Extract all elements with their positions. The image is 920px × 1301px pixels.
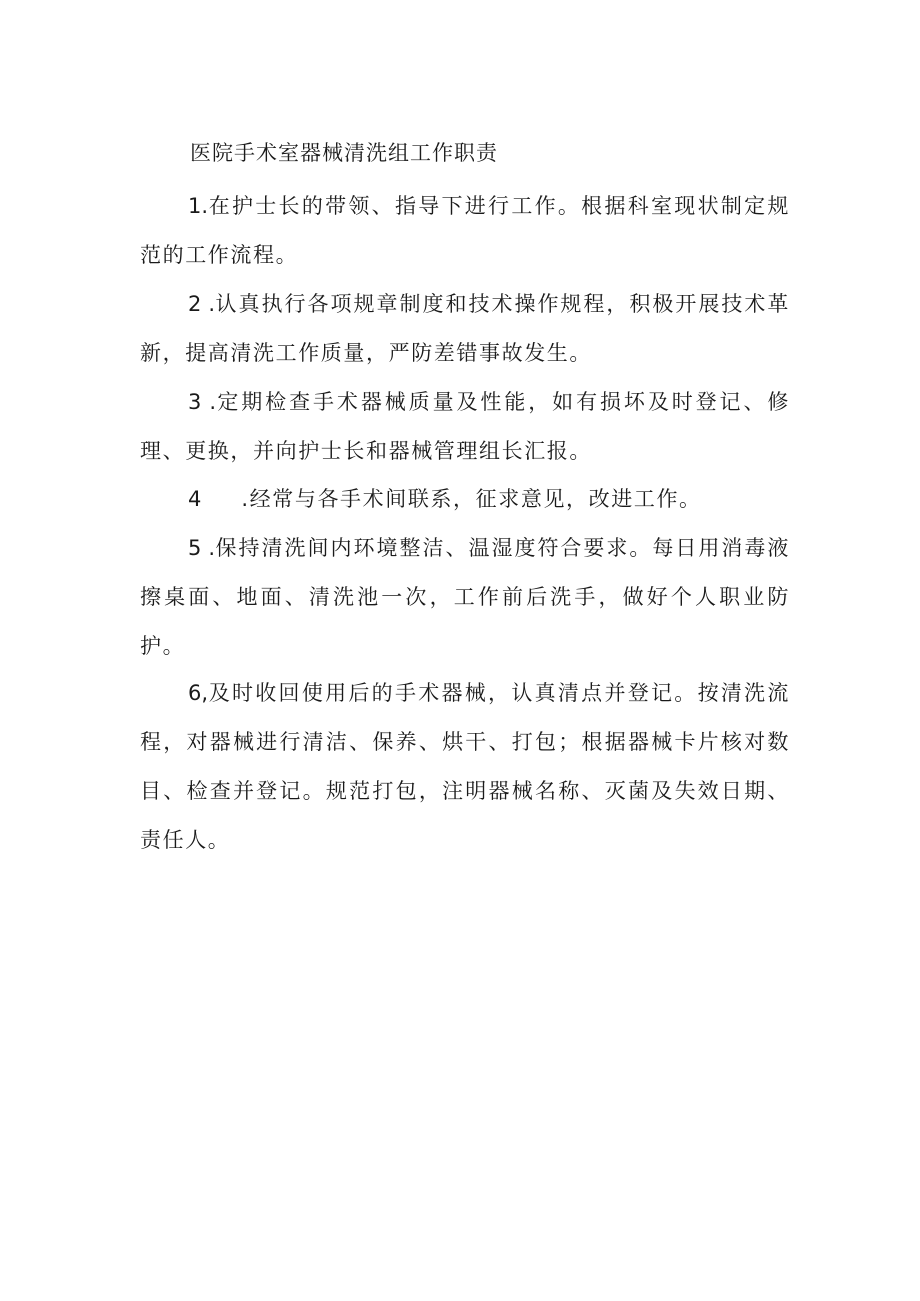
duty-item-5-number: 5 . xyxy=(188,536,216,560)
document-title: 医院手术室器械清洗组工作职责 xyxy=(190,141,498,165)
duty-item-4-text: .经常与各手术间联系，征求意见，改进工作。 xyxy=(241,487,702,511)
duty-item-5-text: 保持清洗间内环境整洁、温湿度符合要求。每日用消毒液擦桌面、地面、清洗池一次，工作前后洗手，做好个人职业防护。 xyxy=(140,536,790,658)
duty-item-6-number: 6, xyxy=(188,681,209,705)
duty-item-6 xyxy=(140,669,790,865)
duty-item-3-text: 定期检查手术器械质量及性能，如有损坏及时登记、修理、更换，并向护士长和器械管理组长汇报。 xyxy=(140,390,790,463)
duty-item-2-number: 2 . xyxy=(188,292,216,316)
duty-item-2-text: 认真执行各项规章制度和技术操作规程，积极开展技术革新，提高清洗工作质量，严防差错事故发生。 xyxy=(140,292,790,365)
duty-item-1-text: 在护士长的带领、指导下进行工作。根据科室现状制定规范的工作流程。 xyxy=(140,194,790,267)
duty-item-3 xyxy=(140,378,790,476)
duty-item-1 xyxy=(140,182,790,280)
duty-item-6-text: 及时收回使用后的手术器械，认真清点并登记。按清洗流程，对器械进行清洁、保养、烘干、打包；根据器械卡片核对数目、检查并登记。规范打包，注明器械名称、灭菌及失效日期、责任人。 xyxy=(140,681,790,852)
duty-item-5 xyxy=(140,524,790,671)
duty-item-2 xyxy=(140,280,790,378)
duty-item-4 xyxy=(140,475,790,524)
duty-item-3-number: 3 . xyxy=(188,390,217,414)
duty-item-4-number: 4 xyxy=(188,487,202,511)
duty-item-1-number: 1. xyxy=(188,194,209,218)
